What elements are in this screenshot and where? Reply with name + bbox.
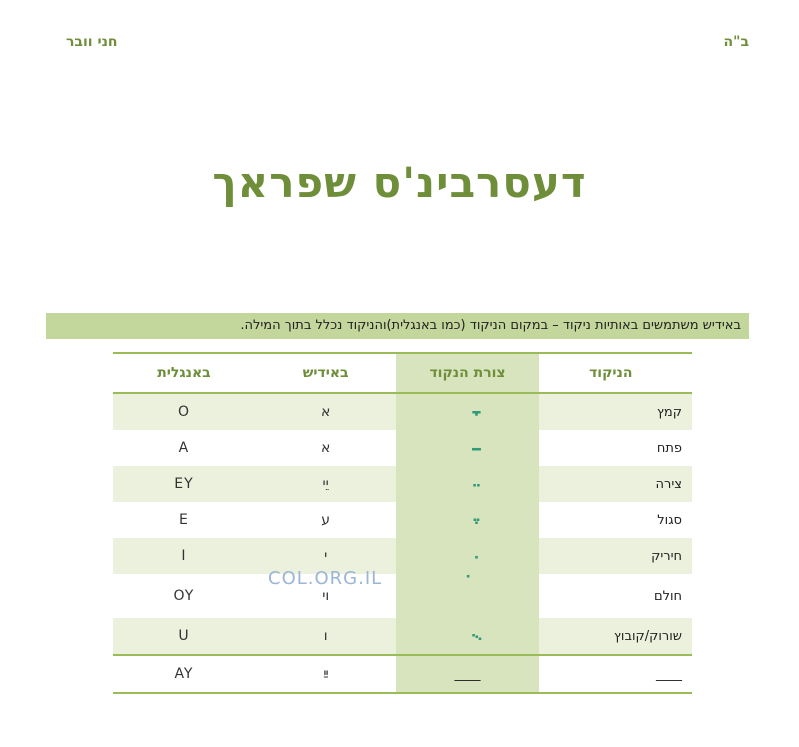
intro-text: באידיש משתמשים באותיות ניקוד – במקום הניקוד (כמו באנגלית)והניקוד נכלל בתוך המילה. — [46, 313, 749, 339]
english-letter: EY — [113, 466, 255, 502]
nikud-name: צירה — [539, 466, 692, 502]
nikud-name: קמץ — [539, 393, 692, 430]
nikud-name: שורוק/קובוץ — [539, 618, 692, 655]
yiddish-letter: י — [255, 538, 397, 574]
nikud-name: חיריק — [539, 538, 692, 574]
yiddish-letter: וי — [322, 588, 330, 604]
table-row — [113, 502, 692, 538]
yiddish-letter: א — [255, 393, 397, 430]
table-row — [113, 618, 692, 655]
nikud-shape — [396, 502, 538, 538]
english-letter: O — [113, 393, 255, 430]
yiddish-letter: יֵי — [255, 466, 397, 502]
yiddish-letter: ע — [321, 512, 331, 528]
nikud-table — [113, 352, 692, 694]
english-letter: U — [113, 618, 255, 655]
nikud-shape — [396, 574, 538, 618]
header-yiddish: באידיש — [255, 353, 397, 393]
header-nikud: הניקוד — [539, 353, 692, 393]
header-english: באנגלית — [113, 353, 255, 393]
table-row — [113, 393, 692, 430]
nikud-shape — [396, 466, 538, 502]
nikud-name: ____ — [539, 655, 692, 693]
yiddish-letter: ײַ — [255, 655, 397, 693]
nikud-shape — [396, 538, 538, 574]
english-letter: AY — [113, 655, 255, 693]
nikud-shape — [396, 618, 538, 655]
english-letter: OY — [173, 588, 195, 604]
table-row — [113, 655, 692, 693]
watermark: COL.ORG.IL — [268, 568, 383, 589]
table-header-row — [113, 353, 692, 393]
nikud-shape — [396, 393, 538, 430]
english-letter: A — [178, 440, 190, 456]
yiddish-letter: א — [321, 440, 331, 456]
english-letter: E — [179, 512, 189, 528]
nikud-shape: ____ — [396, 655, 538, 693]
english-letter: I — [113, 538, 255, 574]
table-row — [113, 574, 692, 618]
page-title: דעסרבינ'ס שפראך — [212, 158, 587, 207]
yiddish-letter: ו — [255, 618, 397, 655]
nikud-shape — [396, 430, 538, 466]
table-row — [113, 430, 692, 466]
header-shape: צורת הנקוד — [396, 353, 538, 393]
author-name: חני וובר — [66, 34, 118, 50]
nikud-name: סגול — [657, 512, 682, 528]
table-row — [113, 466, 692, 502]
table-row — [113, 538, 692, 574]
bsd-mark: ב"ה — [723, 34, 749, 50]
nikud-name: פתח — [656, 440, 682, 456]
nikud-name: חולם — [653, 588, 682, 604]
